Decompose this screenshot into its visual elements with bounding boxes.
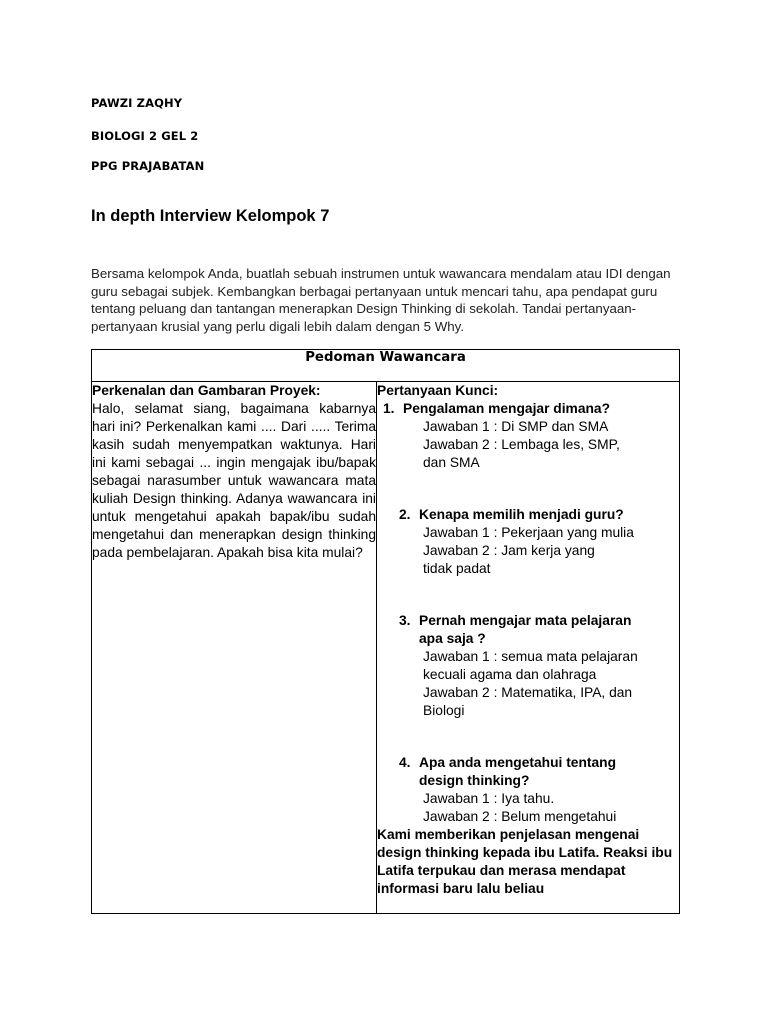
question-number: 4. [399, 755, 411, 770]
question-text: Pengalaman mengajar dimana? [403, 401, 611, 416]
question-item [377, 400, 679, 418]
introduction-label: Perkenalan dan Gambaran Proyek: [92, 383, 321, 398]
key-questions-label: Pertanyaan Kunci: [377, 383, 499, 398]
document-title: In depth Interview Kelompok 7 [91, 207, 330, 225]
answer-text: Jawaban 1 : Di SMP dan SMA [423, 419, 609, 434]
question-number: 2. [399, 507, 411, 522]
interview-guide-table [91, 349, 680, 914]
question-number: 3. [399, 613, 411, 628]
question-item [377, 612, 679, 648]
introduction-cell [92, 382, 377, 914]
key-questions-cell [377, 382, 680, 914]
introduction-text: Halo, selamat siang, bagaimana kabarnya hari ini? Perkenalkan kami .... Dari ..... Terima kasih sudah menyempatkan waktunya. Hari ini kami sebagai ... ingin mengajak ibu/bapak sebagai narasumber untuk wawancara mata kuliah Design thinking. Adanya wawancara ini untuk mengetahui apakah bapak/ibu sudah mengetahui dan menerapkan design thinking pada pembelajaran. Apakah bisa kita mulai? [92, 401, 376, 560]
question-text: Kenapa memilih menjadi guru? [419, 507, 624, 522]
author-name: PAWZI ZAQHY [91, 96, 183, 110]
class-name: BIOLOGI 2 GEL 2 [91, 129, 199, 143]
instructions-paragraph: Bersama kelompok Anda, buatlah sebuah instrumen untuk wawancara mendalam atau IDI dengan guru sebagai subjek. Kembangkan berbagai pertanyaan untuk mencari tahu, apa pendapat guru tentang peluang dan tantangan menerapkan Design Thinking di sekolah. Tandai pertanyaan- pertanyaan krusial yang perlu digali lebih dalam dengan 5 Why. [91, 266, 671, 334]
answer-text: Jawaban 2 : Belum mengetahui [423, 809, 617, 824]
answer-text: Jawaban 2 : Lembaga les, SMP, dan SMA [423, 437, 620, 470]
answer-text: Jawaban 1 : semua mata pelajaran kecuali agama dan olahraga [423, 649, 638, 682]
question-text: Apa anda mengetahui tentang design thinking? [419, 755, 617, 788]
question-item [377, 506, 679, 524]
answer-text: Jawaban 2 : Jam kerja yang tidak padat [423, 543, 595, 576]
answer-text: Jawaban 1 : Pekerjaan yang mulia [423, 525, 634, 540]
answer-text: Jawaban 2 : Matematika, IPA, dan Biologi [423, 685, 633, 718]
question-number: 1. [383, 401, 395, 416]
closing-note: Kami memberikan penjelasan mengenai design thinking kepada ibu Latifa. Reaksi ibu Latifa terpukau dan merasa mendapat informasi baru lalu beliau [377, 827, 673, 896]
answer-text: Jawaban 1 : Iya tahu. [423, 791, 555, 806]
table-heading: Pedoman Wawancara [92, 350, 680, 382]
program-name: PPG PRAJABATAN [91, 159, 205, 173]
question-item [377, 754, 679, 790]
question-text: Pernah mengajar mata pelajaran apa saja ? [419, 613, 632, 646]
